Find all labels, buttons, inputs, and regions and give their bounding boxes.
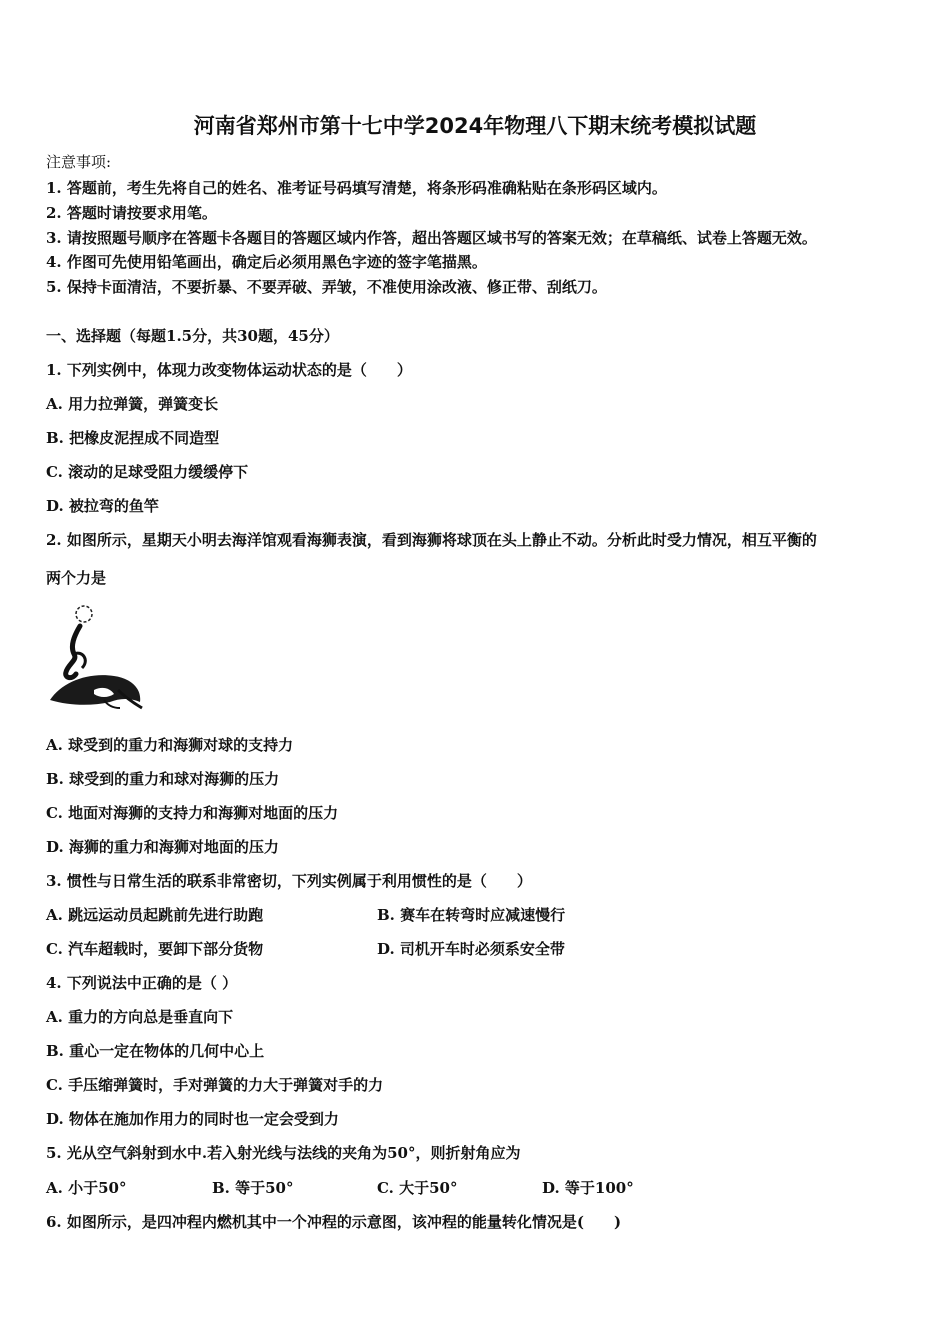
question-2-option-c: C. 地面对海狮的支持力和海狮对地面的压力 [46, 804, 339, 822]
question-5-option-b: B. 等于50° [212, 1179, 294, 1197]
notice-heading: 注意事项: [46, 153, 112, 171]
question-4-option-c: C. 手压缩弹簧时，手对弹簧的力大于弹簧对手的力 [46, 1076, 384, 1094]
question-2-option-a: A. 球受到的重力和海狮对球的支持力 [46, 736, 294, 754]
question-2-stem-line2: 两个力是 [46, 569, 107, 587]
question-1-option-a: A. 用力拉弹簧，弹簧变长 [46, 395, 219, 413]
question-4-option-b: B. 重心一定在物体的几何中心上 [46, 1042, 265, 1060]
notice-item: 1. 答题前，考生先将自己的姓名、准考证号码填写清楚，将条形码准确粘贴在条形码区域内。 [46, 179, 667, 197]
question-5-option-c: C. 大于50° [377, 1179, 458, 1197]
question-4-option-d: D. 物体在施加作用力的同时也一定会受到力 [46, 1110, 339, 1128]
question-1-option-c: C. 滚动的足球受阻力缓缓停下 [46, 463, 249, 481]
notice-item: 3. 请按照题号顺序在答题卡各题目的答题区域内作答，超出答题区域书写的答案无效；在草稿纸、试卷上答题无效。 [46, 229, 817, 247]
notice-item: 4. 作图可先使用铅笔画出，确定后必须用黑色字迹的签字笔描黑。 [46, 253, 487, 271]
question-1-option-d: D. 被拉弯的鱼竿 [46, 497, 159, 515]
question-2-option-d: D. 海狮的重力和海狮对地面的压力 [46, 838, 279, 856]
question-3-option-a: A. 跳远运动员起跳前先进行助跑 [46, 906, 264, 924]
question-5-option-a: A. 小于50° [46, 1179, 127, 1197]
question-2-stem-line1: 2. 如图所示，星期天小明去海洋馆观看海狮表演，看到海狮将球顶在头上静止不动。分析此时受力情况，相互平衡的 [46, 531, 817, 549]
section-heading: 一、选择题（每题1.5分，共30题，45分） [46, 327, 339, 345]
question-2-option-b: B. 球受到的重力和球对海狮的压力 [46, 770, 280, 788]
question-6-stem: 6. 如图所示，是四冲程内燃机其中一个冲程的示意图，该冲程的能量转化情况是( ) [46, 1213, 622, 1231]
question-1-stem: 1. 下列实例中，体现力改变物体运动状态的是（ ） [46, 361, 412, 379]
exam-title: 河南省郑州市第十七中学2024年物理八下期末统考模拟试题 [193, 114, 757, 138]
question-3-option-b: B. 赛车在转弯时应减速慢行 [377, 906, 566, 924]
notice-item: 2. 答题时请按要求用笔。 [46, 204, 217, 222]
question-5-stem: 5. 光从空气斜射到水中.若入射光线与法线的夹角为50°，则折射角应为 [46, 1144, 521, 1162]
question-4-option-a: A. 重力的方向总是垂直向下 [46, 1008, 234, 1026]
notice-item: 5. 保持卡面清洁，不要折暴、不要弄破、弄皱，不准使用涂改液、修正带、刮纸刀。 [46, 278, 607, 296]
question-5-option-d: D. 等于100° [542, 1179, 634, 1197]
sea-lion-ball-figure [44, 602, 148, 714]
question-1-option-b: B. 把橡皮泥捏成不同造型 [46, 429, 220, 447]
question-3-stem: 3. 惯性与日常生活的联系非常密切，下列实例属于利用惯性的是（ ） [46, 872, 532, 890]
question-3-option-d: D. 司机开车时必须系安全带 [377, 940, 565, 958]
question-3-option-c: C. 汽车超载时，要卸下部分货物 [46, 940, 264, 958]
question-4-stem: 4. 下列说法中正确的是（ ） [46, 974, 238, 992]
